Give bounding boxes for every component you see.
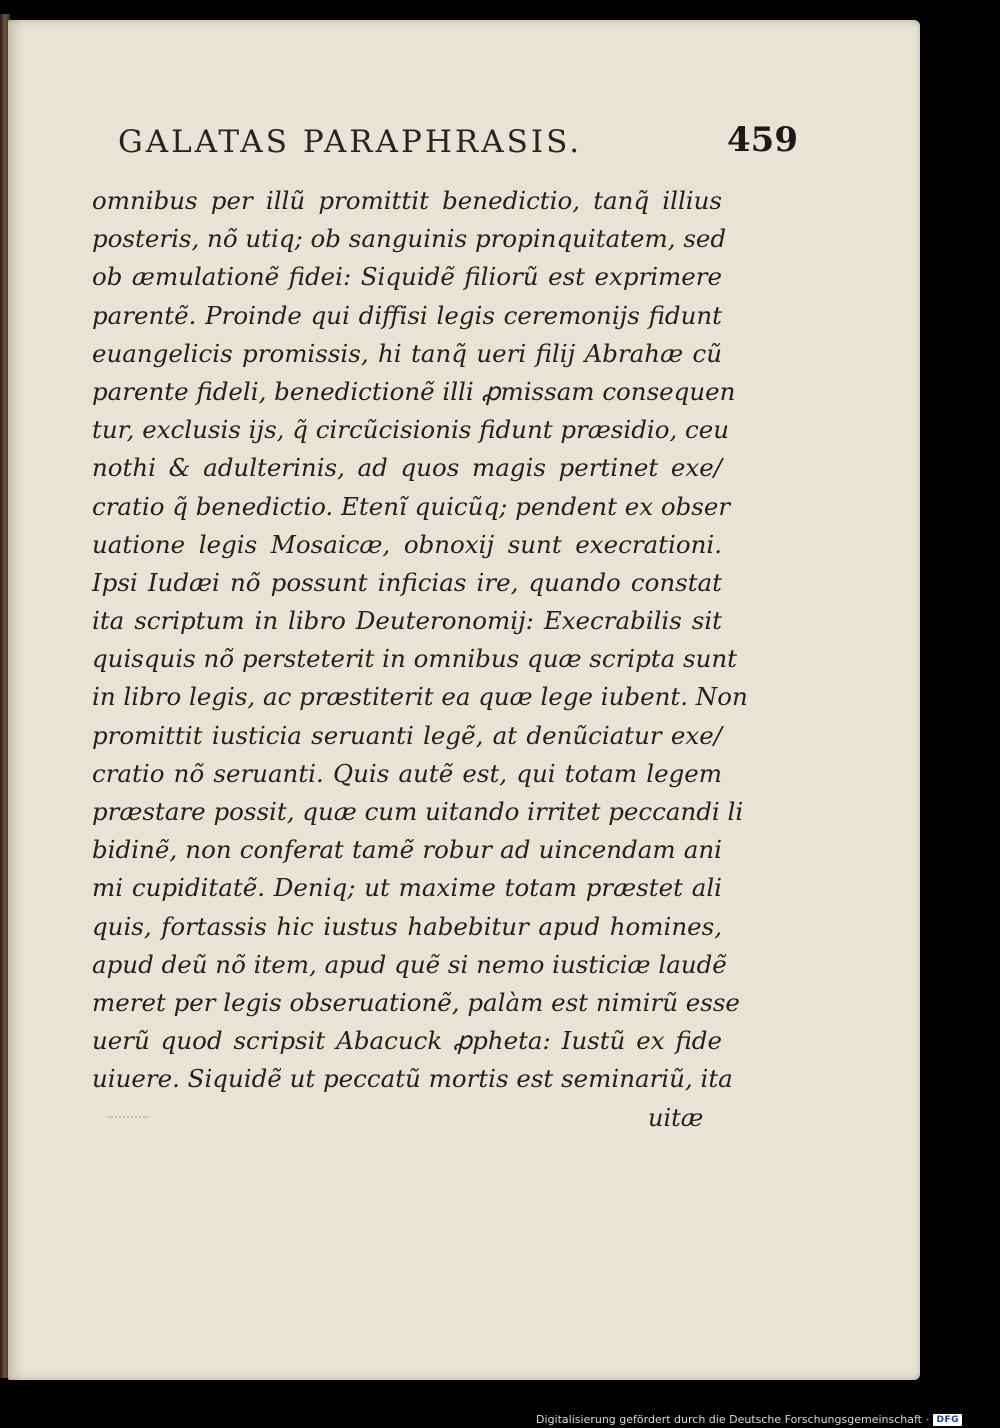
text-line: parente fideli, benedictionẽ illi ꝓmissam consequen: [92, 376, 736, 406]
text-line: ob æmulationẽ fidei: Siquidẽ filiorũ est exprimere: [92, 262, 722, 292]
text-line: quis, fortassis hic iustus habebitur apud homines,: [92, 911, 722, 941]
book-page: [8, 20, 920, 1380]
text-line: uatione legis Mosaicæ, obnoxij sunt execrationi.: [92, 529, 722, 559]
text-line: cratio q̃ benedictio. Etenĩ quicũq; pendent ex obser: [92, 491, 731, 521]
text-line: uiuere. Siquidẽ ut peccatũ mortis est seminariũ, ita: [92, 1064, 733, 1094]
digitization-credit: [536, 1413, 962, 1426]
text-line: promittit iusticia seruanti legẽ, at denũciatur exe/: [92, 720, 722, 750]
page-number: 459: [727, 120, 798, 160]
running-head: [118, 120, 798, 170]
faint-ink-mark: [108, 1116, 148, 1128]
text-line: parentẽ. Proinde qui diffisi legis ceremonijs fidunt: [92, 300, 722, 330]
text-line: Ipsi Iudæi nõ possunt inficias ire, quando constat: [92, 567, 722, 597]
text-line: omnibus per illũ promittit benedictio, tanq̃ illius: [92, 186, 722, 215]
text-line: in libro legis, ac præstiterit ea quæ lege iubent. Non: [92, 682, 748, 712]
text-line: bidinẽ, non conferat tamẽ robur ad uincendam ani: [92, 835, 722, 865]
text-line: uerũ quod scripsit Abacuck ꝓpheta: Iustũ ex fide: [92, 1026, 722, 1056]
body-text: [92, 182, 748, 1099]
text-line: tur, exclusis ijs, q̃ circũcisionis fidunt præsidio, ceu: [92, 415, 730, 445]
text-line: apud deũ nõ item, apud quẽ si nemo iusticiæ laudẽ: [92, 949, 727, 979]
credit-separator: ·: [925, 1413, 930, 1426]
text-line: quisquis nõ persteterit in omnibus quæ scripta sunt: [92, 644, 738, 674]
text-line: cratio nõ seruanti. Quis autẽ est, qui totam legem: [92, 758, 722, 788]
credit-text: Digitalisierung gefördert durch die Deutsche Forschungsgemeinschaft: [536, 1413, 922, 1426]
text-line: ita scriptum in libro Deuteronomij: Execrabilis sit: [92, 606, 722, 636]
text-line: euangelicis promissis, hi tanq̃ ueri filij Abrahæ cũ: [92, 338, 722, 368]
text-line: mi cupiditatẽ. Deniq; ut maxime totam præstet ali: [92, 873, 722, 903]
text-line: nothi & adulterinis, ad quos magis pertinet exe/: [92, 453, 722, 483]
text-line: meret per legis obseruationẽ, palàm est nimirũ esse: [92, 987, 740, 1017]
text-line: posteris, nõ utiq; ob sanguinis propinquitatem, sed: [92, 224, 727, 254]
running-title: GALATAS PARAPHRASIS.: [118, 124, 583, 160]
dfg-logo: DFG: [933, 1414, 962, 1426]
text-line: præstare possit, quæ cum uitando irritet peccandi li: [92, 797, 744, 826]
catchword: uitæ: [648, 1104, 704, 1132]
